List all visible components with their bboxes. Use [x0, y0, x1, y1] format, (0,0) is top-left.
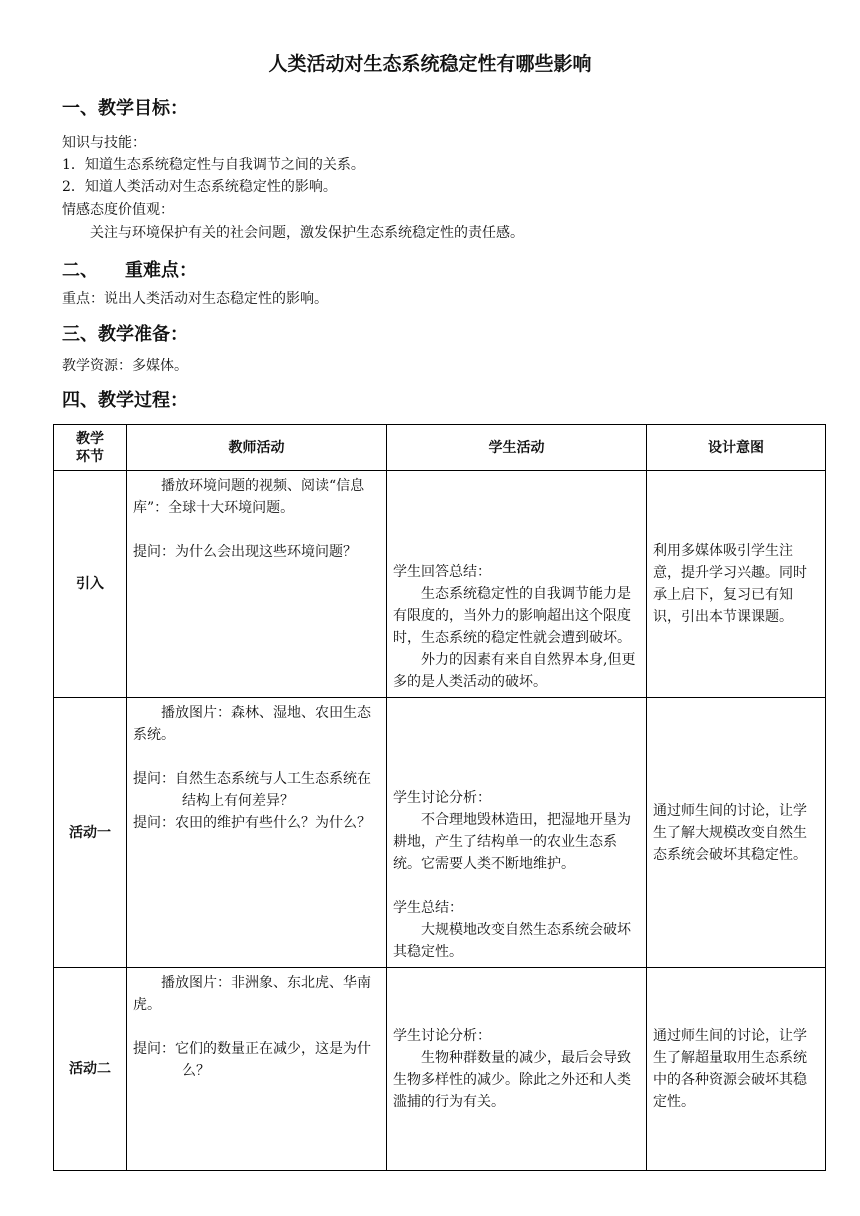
goals-line: 1．知道生态系统稳定性与自我调节之间的关系。	[62, 157, 365, 173]
student-paragraph: 生物种群数量的减少，最后会导致生物多样性的减少。除此之外还和人类滥捕的行为有关。	[393, 1050, 631, 1110]
student-paragraph: 大规模地改变自然生态系统会破坏其稳定性。	[393, 922, 631, 960]
teacher-activity-cell	[127, 968, 387, 1171]
header-stage-line: 教学	[76, 430, 104, 447]
stage-cell: 引入	[54, 471, 127, 698]
intent-cell: 通过师生间的讨论，让学生了解大规模改变自然生态系统会破坏其稳定性。	[647, 698, 826, 968]
header-student: 学生活动	[387, 425, 647, 471]
header-teacher: 教师活动	[127, 425, 387, 471]
teacher-paragraph: 播放图片：非洲象、东北虎、华南虎。	[133, 975, 371, 1013]
table-row	[54, 968, 826, 1171]
key-points-heading: 二、 重难点：	[62, 260, 197, 281]
header-stage-line: 环节	[76, 448, 104, 465]
intent-cell: 利用多媒体吸引学生注意，提升学习兴趣。同时承上启下，复习已有知识，引出本节课课题。	[647, 471, 826, 698]
student-activity-cell	[387, 968, 647, 1171]
teacher-paragraph: 播放环境问题的视频、阅读“信息库”：全球十大环境问题。	[133, 478, 365, 516]
table-row	[54, 698, 826, 968]
teacher-activity-cell	[127, 698, 387, 968]
document-title: 人类活动对生态系统稳定性有哪些影响	[268, 53, 592, 75]
student-intro: 学生讨论分析：	[393, 1028, 491, 1044]
student-paragraph: 生态系统稳定性的自我调节能力是有限度的，当外力的影响超出这个限度时，生态系统的稳定性就会遭到破坏。	[393, 586, 631, 646]
teacher-question: 提问：它们的数量正在减少，这是为什么？	[133, 1041, 371, 1079]
teacher-question: 提问：自然生态系统与人工生态系统在结构上有何差异？	[133, 771, 371, 809]
goals-line: 关注与环境保护有关的社会问题，激发保护生态系统稳定性的责任感。	[90, 225, 524, 241]
student-activity-cell	[387, 698, 647, 968]
student-intro: 学生回答总结：	[393, 564, 491, 580]
table-header-row	[54, 425, 826, 471]
key-points-line: 重点：说出人类活动对生态稳定性的影响。	[62, 291, 328, 307]
student-intro: 学生总结：	[393, 900, 463, 916]
goals-line: 情感态度价值观：	[62, 202, 174, 218]
stage-cell: 活动一	[54, 698, 127, 968]
table-row	[54, 471, 826, 698]
stage-cell: 活动二	[54, 968, 127, 1171]
teacher-question: 提问：农田的维护有些什么？为什么？	[133, 815, 371, 831]
teacher-activity-cell	[127, 471, 387, 698]
header-intent: 设计意图	[647, 425, 826, 471]
teacher-paragraph: 播放图片：森林、湿地、农田生态系统。	[133, 705, 371, 743]
student-intro: 学生讨论分析：	[393, 790, 491, 806]
goals-line: 2．知道人类活动对生态系统稳定性的影响。	[62, 179, 337, 195]
student-paragraph: 外力的因素有来自自然界本身,但更多的是人类活动的破坏。	[393, 652, 636, 690]
preparation-heading: 三、教学准备：	[62, 324, 188, 345]
student-paragraph: 不合理地毁林造田，把湿地开垦为耕地，产生了结构单一的农业生态系统。它需要人类不断地维护。	[393, 812, 631, 872]
process-heading: 四、教学过程：	[62, 390, 188, 411]
intent-cell: 通过师生间的讨论，让学生了解超量取用生态系统中的各种资源会破坏其稳定性。	[647, 968, 826, 1171]
process-table	[53, 424, 826, 1171]
goals-line: 知识与技能：	[62, 135, 146, 151]
goals-heading: 一、教学目标：	[62, 98, 188, 119]
header-stage	[54, 425, 127, 471]
student-activity-cell	[387, 471, 647, 698]
teacher-question: 提问：为什么会出现这些环境问题？	[133, 544, 357, 560]
preparation-line: 教学资源：多媒体。	[62, 358, 188, 374]
